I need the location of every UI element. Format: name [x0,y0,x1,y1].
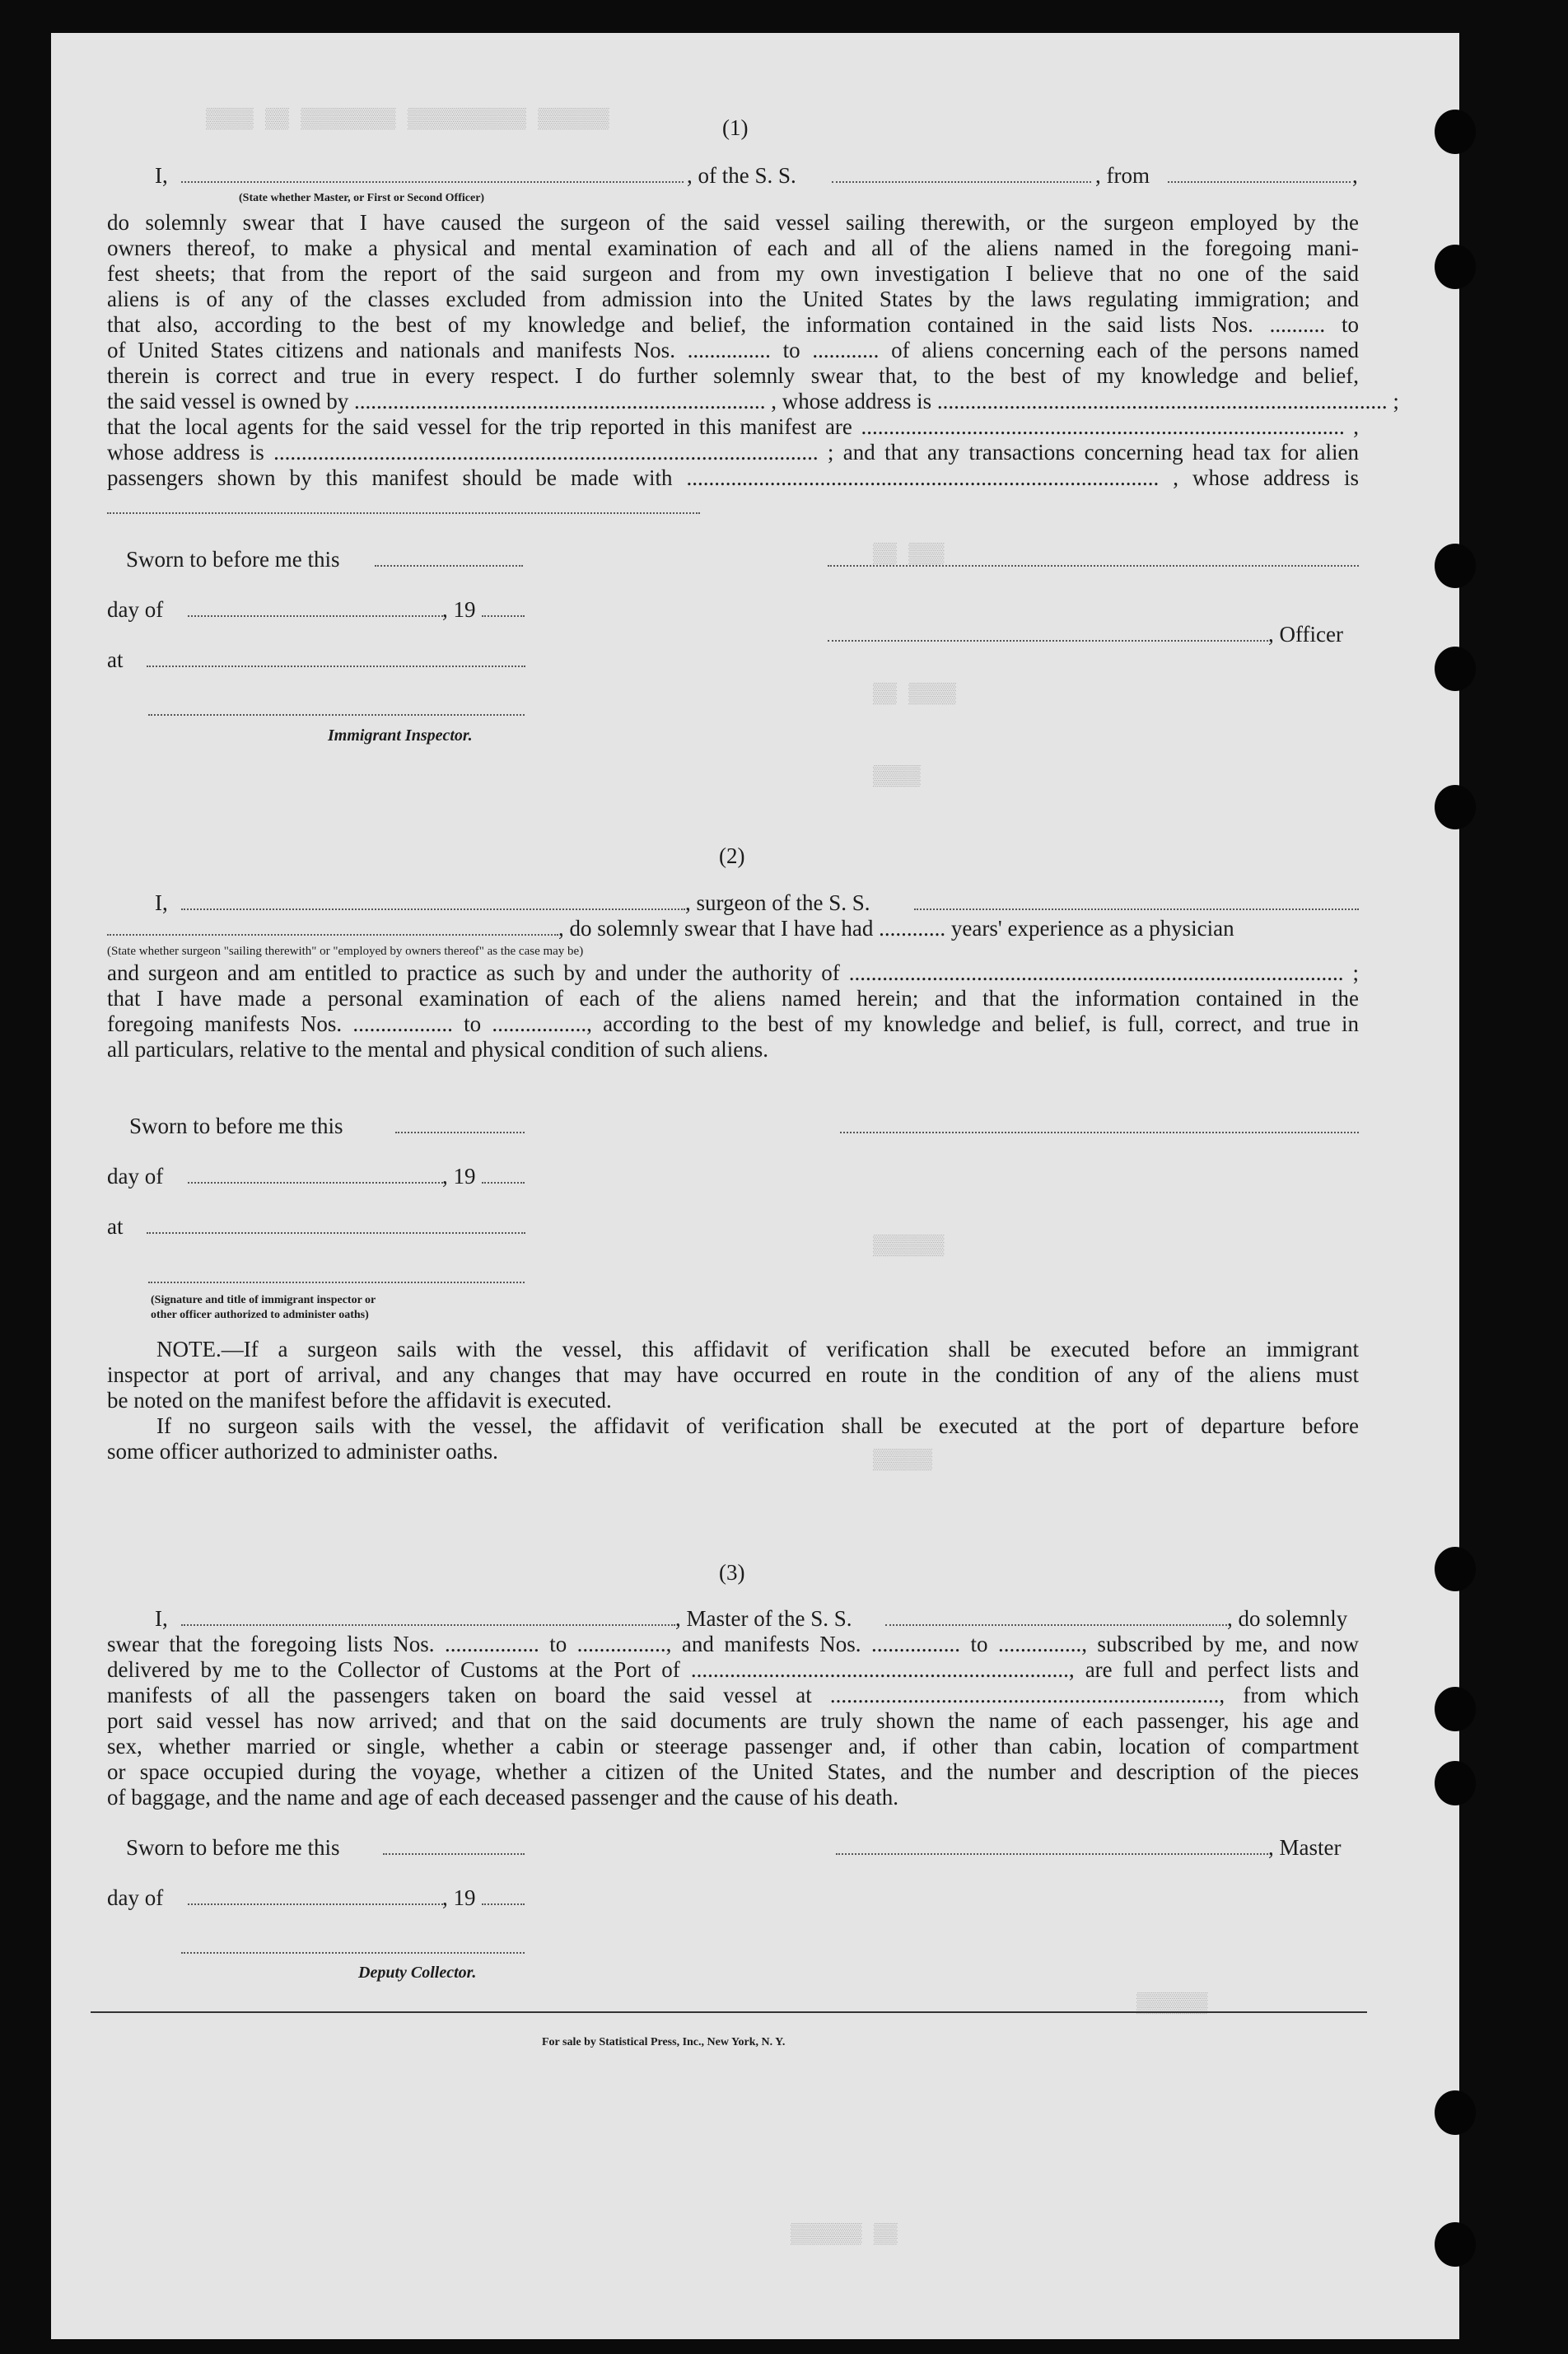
sec1-agent-address-field[interactable] [107,512,700,514]
sec1-year-field[interactable] [482,615,525,617]
bleed-through-text: ▒▒▒▒ ▒▒ ▒▒▒▒▒▒▒▒ ▒▒▒▒▒▒▒▒▒▒ ▒▒▒▒▒▒ [206,109,609,131]
sec2-surgeon-name-field[interactable] [181,908,685,910]
sec2-year-field[interactable] [482,1182,525,1184]
binder-hole [1435,1547,1476,1591]
sec2-day-field[interactable] [188,1182,443,1184]
sec2-years-line: , do solemnly swear that I have had ............ years' experience as a physician [558,916,1234,941]
sec2-sig-note-2: other officer authorized to administer oaths) [151,1309,369,1321]
sec1-inspector-label: Immigrant Inspector. [328,726,473,745]
sec2-i-label: I, [155,890,168,915]
sec3-solemnly-label: , do solemnly [1227,1606,1348,1631]
sec1-day-of-label: day of [107,597,164,622]
sec1-comma: , [1352,163,1358,188]
section-1-number: (1) [722,115,749,140]
sec3-oath-paragraph: swear that the foregoing lists Nos. ................. to ................, and manifests Nos. ................ to ..............., subscribed by me, and now delivered by me to the Collector of Customs at the Port of ...................................................................., are full and perfect lists and manifests of all the passengers taken on board the said vessel at ......................................................................, from which port said vessel has now arrived; and that on the said documents are truly shown the name of each passenger, his age and sex, whether married or single, whether a cabin or steerage passenger and, if other than cabin, location of compartment or space occupied during the voyage, whether a citizen of the United States, and the number and description of the pieces of baggage, and the name and age of each deceased passenger and the cause of his death. [107,1632,1359,1810]
sec3-sworn-date-field[interactable] [383,1853,525,1855]
bleed-through-text: ▒▒ ▒▒▒▒ [873,684,956,706]
sec2-at-label: at [107,1214,124,1239]
sec2-sig-note-1: (Signature and title of immigrant inspector or [151,1294,376,1306]
binder-hole [1435,2222,1476,2267]
sec2-surgeon-of-label: , surgeon of the S. S. [685,890,870,915]
sec1-state-note: (State whether Master, or First or Second Officer) [239,192,485,204]
section-2-number: (2) [719,843,745,868]
sec2-state-note: (State whether surgeon "sailing therewith" or "employed by owners thereof" as the case may be) [107,945,584,958]
sec1-officer-sign-field[interactable] [828,640,1268,642]
sec1-year-label: , 19 [442,597,476,622]
sec3-master-name-field[interactable] [181,1624,675,1626]
sec3-sworn-label: Sworn to before me this [126,1835,340,1860]
bleed-through-text: ▒▒ ▒▒▒ [873,544,945,566]
binder-hole [1435,647,1476,691]
sec1-of-ss-label: , of the S. S. [687,163,796,188]
binder-hole [1435,785,1476,829]
sec3-master-label: , Master [1268,1835,1342,1860]
sec1-from-label: , from [1095,163,1150,188]
sec1-inspector-sign-field[interactable] [148,714,525,716]
sec3-vessel-name-field[interactable] [885,1624,1227,1626]
binder-hole [1435,2090,1476,2135]
binder-hole [1435,1687,1476,1731]
binder-hole [1435,1761,1476,1805]
sec1-vessel-name-field[interactable] [832,181,1091,183]
sec1-sworn-label: Sworn to before me this [126,547,340,572]
bleed-through-text: ▒▒▒▒▒▒ [1136,1993,1208,2015]
binder-hole [1435,544,1476,588]
sec2-sworn-date-field[interactable] [395,1132,525,1133]
sec2-signature-field[interactable] [840,1132,1359,1133]
sec1-officer-name-field[interactable] [181,181,684,183]
sec2-sworn-label: Sworn to before me this [129,1114,343,1138]
sec2-status-field[interactable] [107,934,558,936]
sec3-signature-field[interactable] [836,1853,1268,1855]
sec1-officer-label: , Officer [1268,622,1343,647]
sec2-inspector-sign-field[interactable] [148,1282,525,1283]
sec3-day-of-label: day of [107,1885,164,1910]
sec1-i-label: I, [155,163,168,188]
section-3-number: (3) [719,1560,745,1585]
binder-hole [1435,110,1476,154]
sec2-note: NOTE.—If a surgeon sails with the vessel, this affidavit of verification shall be executed before an immigrant inspector at port of arrival, and any changes that may have occurred en route in the condition of any of the aliens must be noted on the manifest before the affidavit is executed. [107,1337,1359,1413]
sec2-vessel-name-field[interactable] [914,908,1359,910]
sec2-at-field[interactable] [147,1232,525,1234]
bleed-through-text: ▒▒▒▒▒▒ [873,1235,945,1258]
sec3-year-field[interactable] [482,1903,525,1905]
sec1-signature-field[interactable] [828,565,1359,567]
sec3-i-label: I, [155,1606,168,1631]
sec1-from-port-field[interactable] [1168,181,1351,183]
sec3-collector-label: Deputy Collector. [358,1964,477,1982]
sec1-day-field[interactable] [188,615,443,617]
sec2-day-of-label: day of [107,1164,164,1189]
footer-imprint: For sale by Statistical Press, Inc., New York, N. Y. [542,2036,786,2048]
sec1-at-field[interactable] [147,666,525,667]
sec3-master-of-label: , Master of the S. S. [675,1606,852,1631]
bleed-through-text: ▒▒▒▒▒▒ ▒▒ [791,2224,898,2246]
sec1-at-label: at [107,647,124,672]
bleed-through-text: ▒▒▒▒ [873,766,921,788]
sec2-oath-paragraph: and surgeon and am entitled to practice as such by and under the authority of ......................................................................................... ; that I have made a personal examination of each of the aliens named herein; and that the information contained in the foregoing manifests Nos. .................. to ................., according to the best of my knowledge and belief, is full, correct, and true in all particulars, relative to the mental and physical condition of such aliens. [107,960,1359,1062]
sec3-year-label: , 19 [442,1885,476,1910]
sec3-day-field[interactable] [188,1903,443,1905]
sec3-collector-sign-field[interactable] [181,1952,525,1954]
sec2-year-label: , 19 [442,1164,476,1189]
bleed-through-text: ▒▒▒▒▒ [873,1450,933,1472]
sec1-sworn-date-field[interactable] [375,565,523,567]
footer-rule [91,2011,1367,2013]
sec2-note-2: If no surgeon sails with the vessel, the affidavit of verification shall be executed at the port of departure before some officer authorized to administer oaths. [107,1413,1359,1464]
sec1-oath-paragraph: do solemnly swear that I have caused the surgeon of the said vessel sailing therewith, or the surgeon employed by the owners thereof, to make a physical and mental examination of each and all of the aliens named in the foregoing mani- fest sheets; that from the report of the said surgeon and from my own investigation I believe that no one of the said aliens is of any of the classes excluded from admission into the United States by the laws regulating immigration; and that also, according to the best of my knowledge and belief, the information contained in the said lists Nos. .......... to of United States citizens and nationals and manifests Nos. ............... to ............ of aliens concerning each of the persons named therein is correct and true in every respect. I do further solemnly swear that, to the best of my knowledge and belief, the said vessel is owned by .......................................................................... , whose address is ................................................................................. ; that the local agents for the said vessel for the trip reported in this manifest are ....................................................................................... , whose address is .................................................................................................. ; and that any transactions concerning head tax for alien passengers shown by this manifest should be made with ..................................................................................... , whose address is [107,210,1399,490]
binder-hole [1435,245,1476,289]
